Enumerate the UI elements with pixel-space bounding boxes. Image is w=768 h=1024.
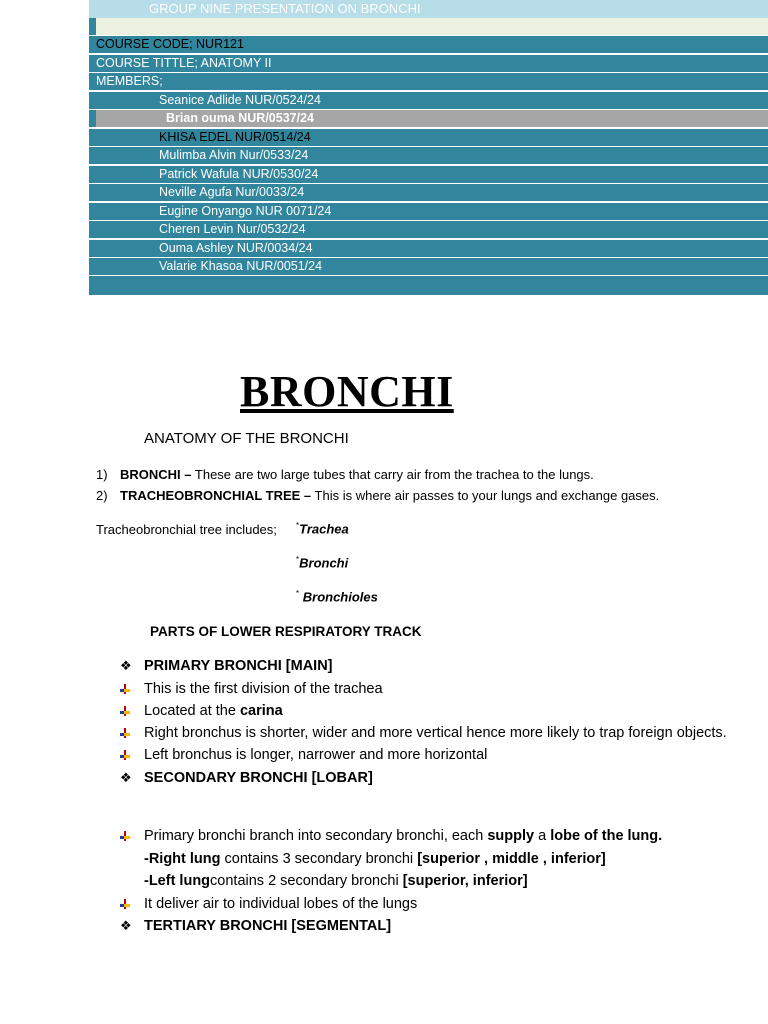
header-title-bar [89, 0, 768, 18]
point-bold-text: -Right lung [144, 851, 221, 867]
diamond-bullet-icon: ❖ [120, 918, 132, 933]
members-label: MEMBERS; [96, 74, 163, 88]
point-text: This is the first division of the trachea [144, 681, 383, 697]
member-name: Neville Agufa Nur/0033/24 [159, 185, 305, 199]
asterisk: * [296, 589, 300, 598]
member-name: Patrick Wafula NUR/0530/24 [159, 167, 319, 181]
member-name: Ouma Ashley NUR/0034/24 [159, 241, 313, 255]
member-name: Cheren Levin Nur/0532/24 [159, 222, 306, 236]
secondary-bronchi-heading-line [120, 770, 373, 786]
point-text: contains 2 secondary bronchi [210, 873, 403, 889]
point-text: Left bronchus is longer, narrower and more horizontal [144, 747, 488, 763]
secondary-point [120, 896, 417, 912]
diamond-bullet-icon: ❖ [120, 770, 132, 785]
member-name: Seanice Adlide NUR/0524/24 [159, 93, 321, 107]
member-row [89, 221, 768, 239]
page-subtitle: ANATOMY OF THE BRONCHI [144, 430, 349, 447]
secondary-point [120, 828, 662, 844]
primary-point [120, 725, 727, 741]
list-number: 1) [96, 467, 108, 482]
point-bold-text: supply [487, 828, 535, 844]
asterisk: * [296, 521, 300, 530]
member-row [89, 166, 768, 184]
member-name: Brian ouma NUR/0537/24 [166, 111, 314, 125]
tree-item-label: Bronchioles [302, 589, 378, 605]
definition-tracheobronchial-tree [96, 488, 659, 503]
definition-term: TRACHEOBRONCHIAL TREE – [120, 488, 312, 503]
member-row [89, 240, 768, 258]
tree-item-trachea [296, 521, 349, 536]
arrow-bullet-icon [120, 899, 130, 909]
arrow-bullet-icon [120, 684, 130, 694]
primary-bronchi-heading-line [120, 658, 333, 674]
secondary-bronchi-heading: SECONDARY BRONCHI [LOBAR] [144, 770, 373, 786]
primary-point [120, 703, 283, 719]
point-text: Located at the [144, 703, 240, 719]
tree-item-label: Bronchi [299, 555, 349, 571]
parts-heading: PARTS OF LOWER RESPIRATORY TRACK [150, 624, 422, 639]
primary-point [120, 747, 487, 763]
tree-label: Tracheobronchial tree includes; [96, 522, 277, 537]
tree-item-label: Trachea [299, 521, 349, 537]
member-name: Mulimba Alvin Nur/0533/24 [159, 148, 309, 162]
member-row [89, 258, 768, 276]
definition-bronchi [96, 467, 594, 482]
header-left-cap [89, 18, 96, 35]
arrow-bullet-icon [120, 728, 130, 738]
header-blank-row [96, 18, 768, 35]
point-bold-text: [superior, inferior] [402, 873, 528, 889]
header-bottom-bar [89, 276, 768, 295]
member-row [89, 92, 768, 110]
secondary-right-lung-line [144, 851, 606, 867]
arrow-bullet-icon [120, 750, 130, 760]
tertiary-bronchi-heading-line [120, 918, 391, 934]
primary-bronchi-heading: PRIMARY BRONCHI [MAIN] [144, 658, 333, 674]
course-title-row [89, 55, 768, 73]
point-text: Right bronchus is shorter, wider and more vertical hence more likely to trap foreign objects. [144, 725, 727, 741]
secondary-left-lung-line [144, 873, 528, 889]
point-bold-text: -Left lung [144, 873, 211, 889]
member-highlight [96, 110, 768, 127]
members-label-row [89, 73, 768, 91]
member-row [89, 184, 768, 202]
header-title: GROUP NINE PRESENTATION ON BRONCHI [149, 1, 421, 16]
point-bold-text: carina [239, 703, 283, 719]
course-title: COURSE TITTLE; ANATOMY II [96, 56, 272, 70]
arrow-bullet-icon [120, 831, 130, 841]
point-text: Primary bronchi branch into secondary bronchi, each [144, 828, 488, 844]
point-text: a [534, 828, 551, 844]
member-name: KHISA EDEL NUR/0514/24 [159, 130, 311, 144]
list-number: 2) [96, 488, 108, 503]
member-row [89, 203, 768, 221]
tree-item-bronchioles [296, 589, 378, 604]
tree-item-bronchi [296, 555, 348, 570]
member-row-highlighted [89, 110, 768, 128]
tertiary-bronchi-heading: TERTIARY BRONCHI [SEGMENTAL] [144, 918, 392, 934]
arrow-bullet-icon [120, 706, 130, 716]
diamond-bullet-icon: ❖ [120, 658, 132, 673]
member-row [89, 129, 768, 147]
primary-point [120, 681, 383, 697]
point-text: It deliver air to individual lobes of the lungs [144, 896, 418, 912]
definition-text: These are two large tubes that carry air from the trachea to the lungs. [191, 467, 594, 482]
point-bold-text: [superior , middle , inferior] [417, 851, 606, 867]
definition-term: BRONCHI – [120, 467, 192, 482]
member-name: Eugine Onyango NUR 0071/24 [159, 204, 332, 218]
definition-text: This is where air passes to your lungs and exchange gases. [311, 488, 660, 503]
member-name: Valarie Khasoa NUR/0051/24 [159, 259, 323, 273]
point-bold-text: lobe of the lung. [550, 828, 663, 844]
page-title: BRONCHI [240, 367, 454, 416]
asterisk: * [296, 555, 300, 564]
member-row [89, 147, 768, 165]
course-code: COURSE CODE; NUR121 [96, 37, 244, 51]
point-text: contains 3 secondary bronchi [220, 851, 418, 867]
course-code-row [89, 36, 768, 54]
